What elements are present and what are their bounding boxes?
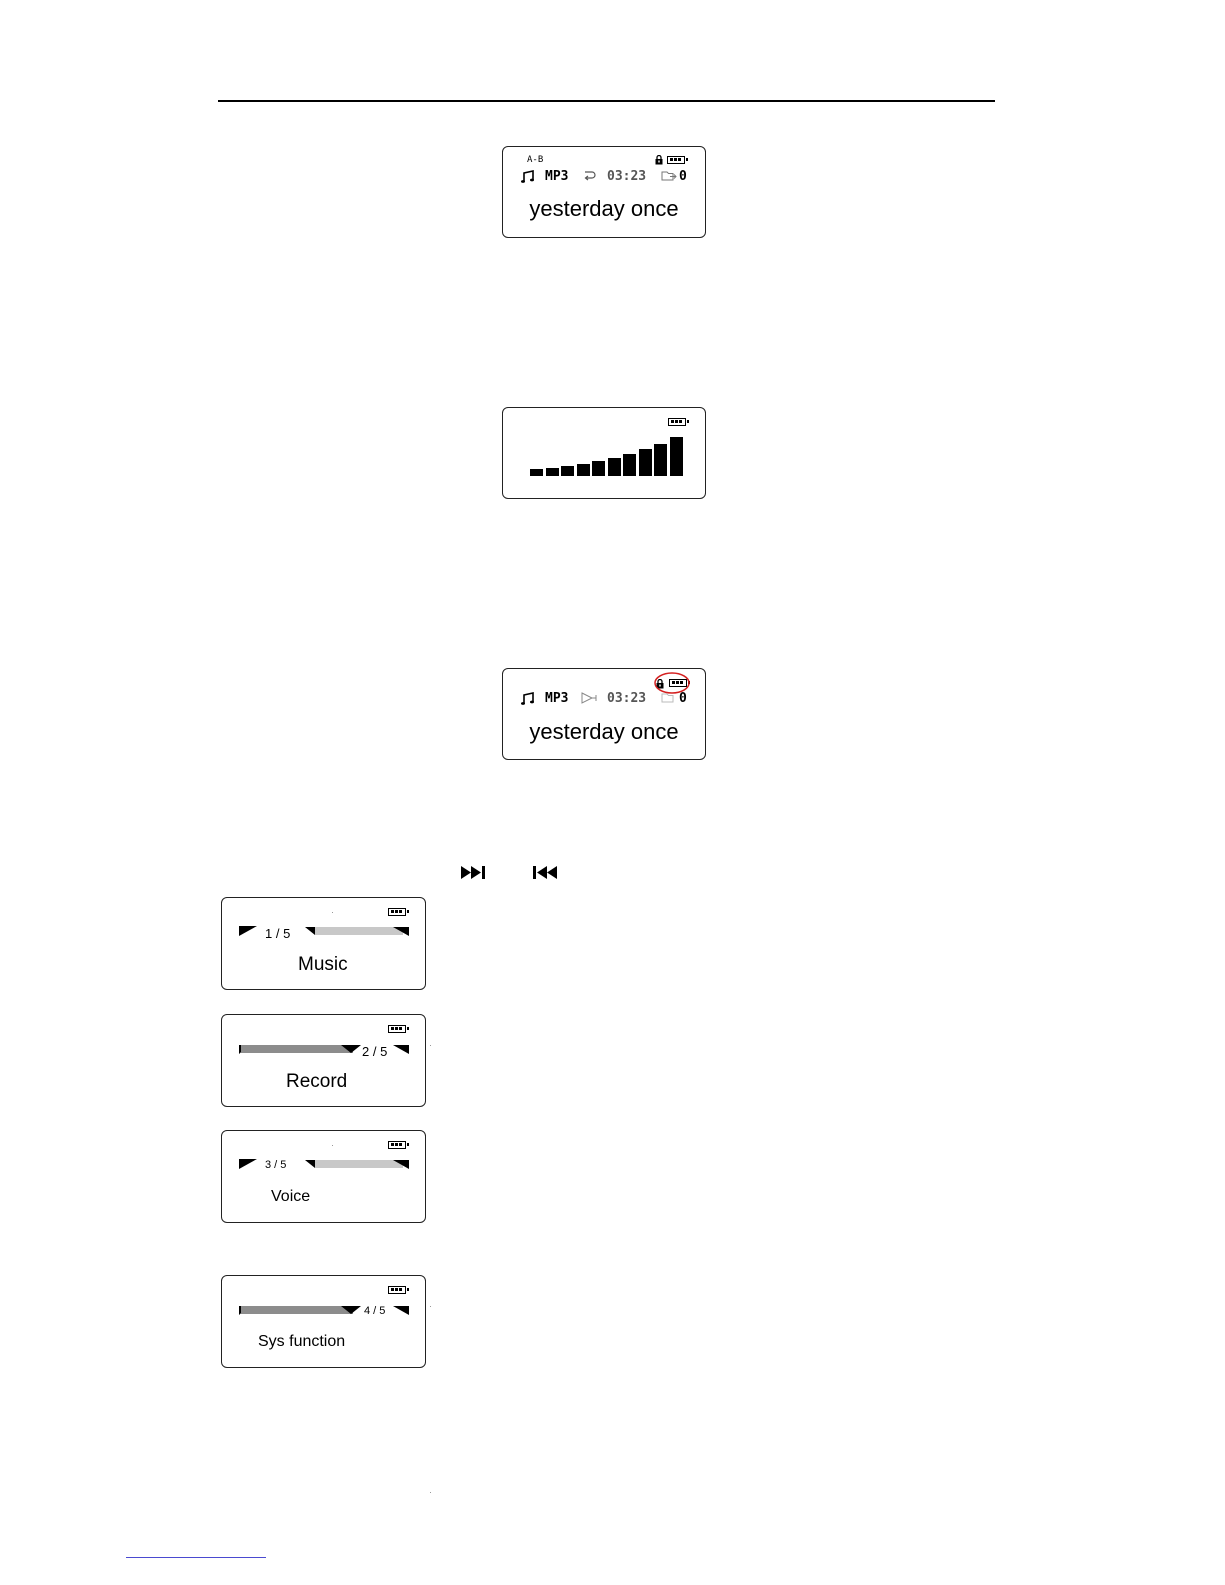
menu-page-number: 3 / 5 <box>265 1159 287 1171</box>
music-note-icon <box>521 692 535 705</box>
music-note-icon <box>521 170 535 183</box>
menu-page-number: 2 / 5 <box>362 1044 388 1059</box>
lock-icon <box>655 155 663 165</box>
folder-icon <box>661 170 677 182</box>
folder-number: 0 <box>679 691 687 706</box>
repeat-icon <box>583 169 597 182</box>
volume-bar-3 <box>561 466 574 476</box>
volume-bar-9 <box>654 444 667 476</box>
menu-title: Record <box>286 1071 348 1092</box>
volume-bar-8 <box>639 449 652 476</box>
header-rule <box>218 100 995 102</box>
volume-bar-4 <box>577 464 590 476</box>
format-label: MP3 <box>545 169 569 184</box>
folder-icon <box>661 692 677 704</box>
volume-bar-2 <box>546 468 559 476</box>
time-display: 03:23 <box>607 691 647 706</box>
format-label: MP3 <box>545 691 569 706</box>
previous-track-icon <box>533 866 561 879</box>
battery-icon <box>388 1141 406 1149</box>
time-display: 03:23 <box>607 169 647 184</box>
song-title: yesterday once <box>529 719 679 744</box>
menu-page-number: 4 / 5 <box>364 1305 386 1317</box>
play-once-icon <box>581 692 597 704</box>
footer-link-underline <box>126 1557 266 1558</box>
battery-icon <box>388 908 406 916</box>
volume-bar-1 <box>530 469 543 476</box>
volume-bar-10 <box>670 437 683 476</box>
battery-icon <box>388 1025 406 1033</box>
song-title: yesterday once <box>529 196 679 221</box>
menu-title: Voice <box>271 1188 311 1205</box>
volume-bar-6 <box>608 458 621 476</box>
menu-screen-sys-function <box>221 1275 426 1368</box>
folder-number: 0 <box>679 169 687 184</box>
menu-page-number: 1 / 5 <box>265 926 291 941</box>
volume-bar-5 <box>592 461 605 476</box>
battery-icon <box>388 1286 406 1294</box>
menu-title: Sys function <box>258 1333 346 1350</box>
ab-repeat-label: A-B <box>527 155 544 165</box>
lcd-screen-ab-repeat <box>502 146 706 238</box>
volume-bars <box>530 436 685 476</box>
menu-screen-record <box>221 1014 426 1107</box>
next-track-icon <box>461 866 489 879</box>
battery-icon <box>668 418 686 426</box>
menu-screen-music <box>221 897 426 990</box>
volume-bar-7 <box>623 454 636 476</box>
menu-screen-voice <box>221 1130 426 1223</box>
lcd-screen-volume <box>502 407 706 499</box>
menu-title: Music <box>298 954 348 975</box>
battery-icon <box>667 156 685 164</box>
lcd-screen-lock <box>502 668 706 760</box>
